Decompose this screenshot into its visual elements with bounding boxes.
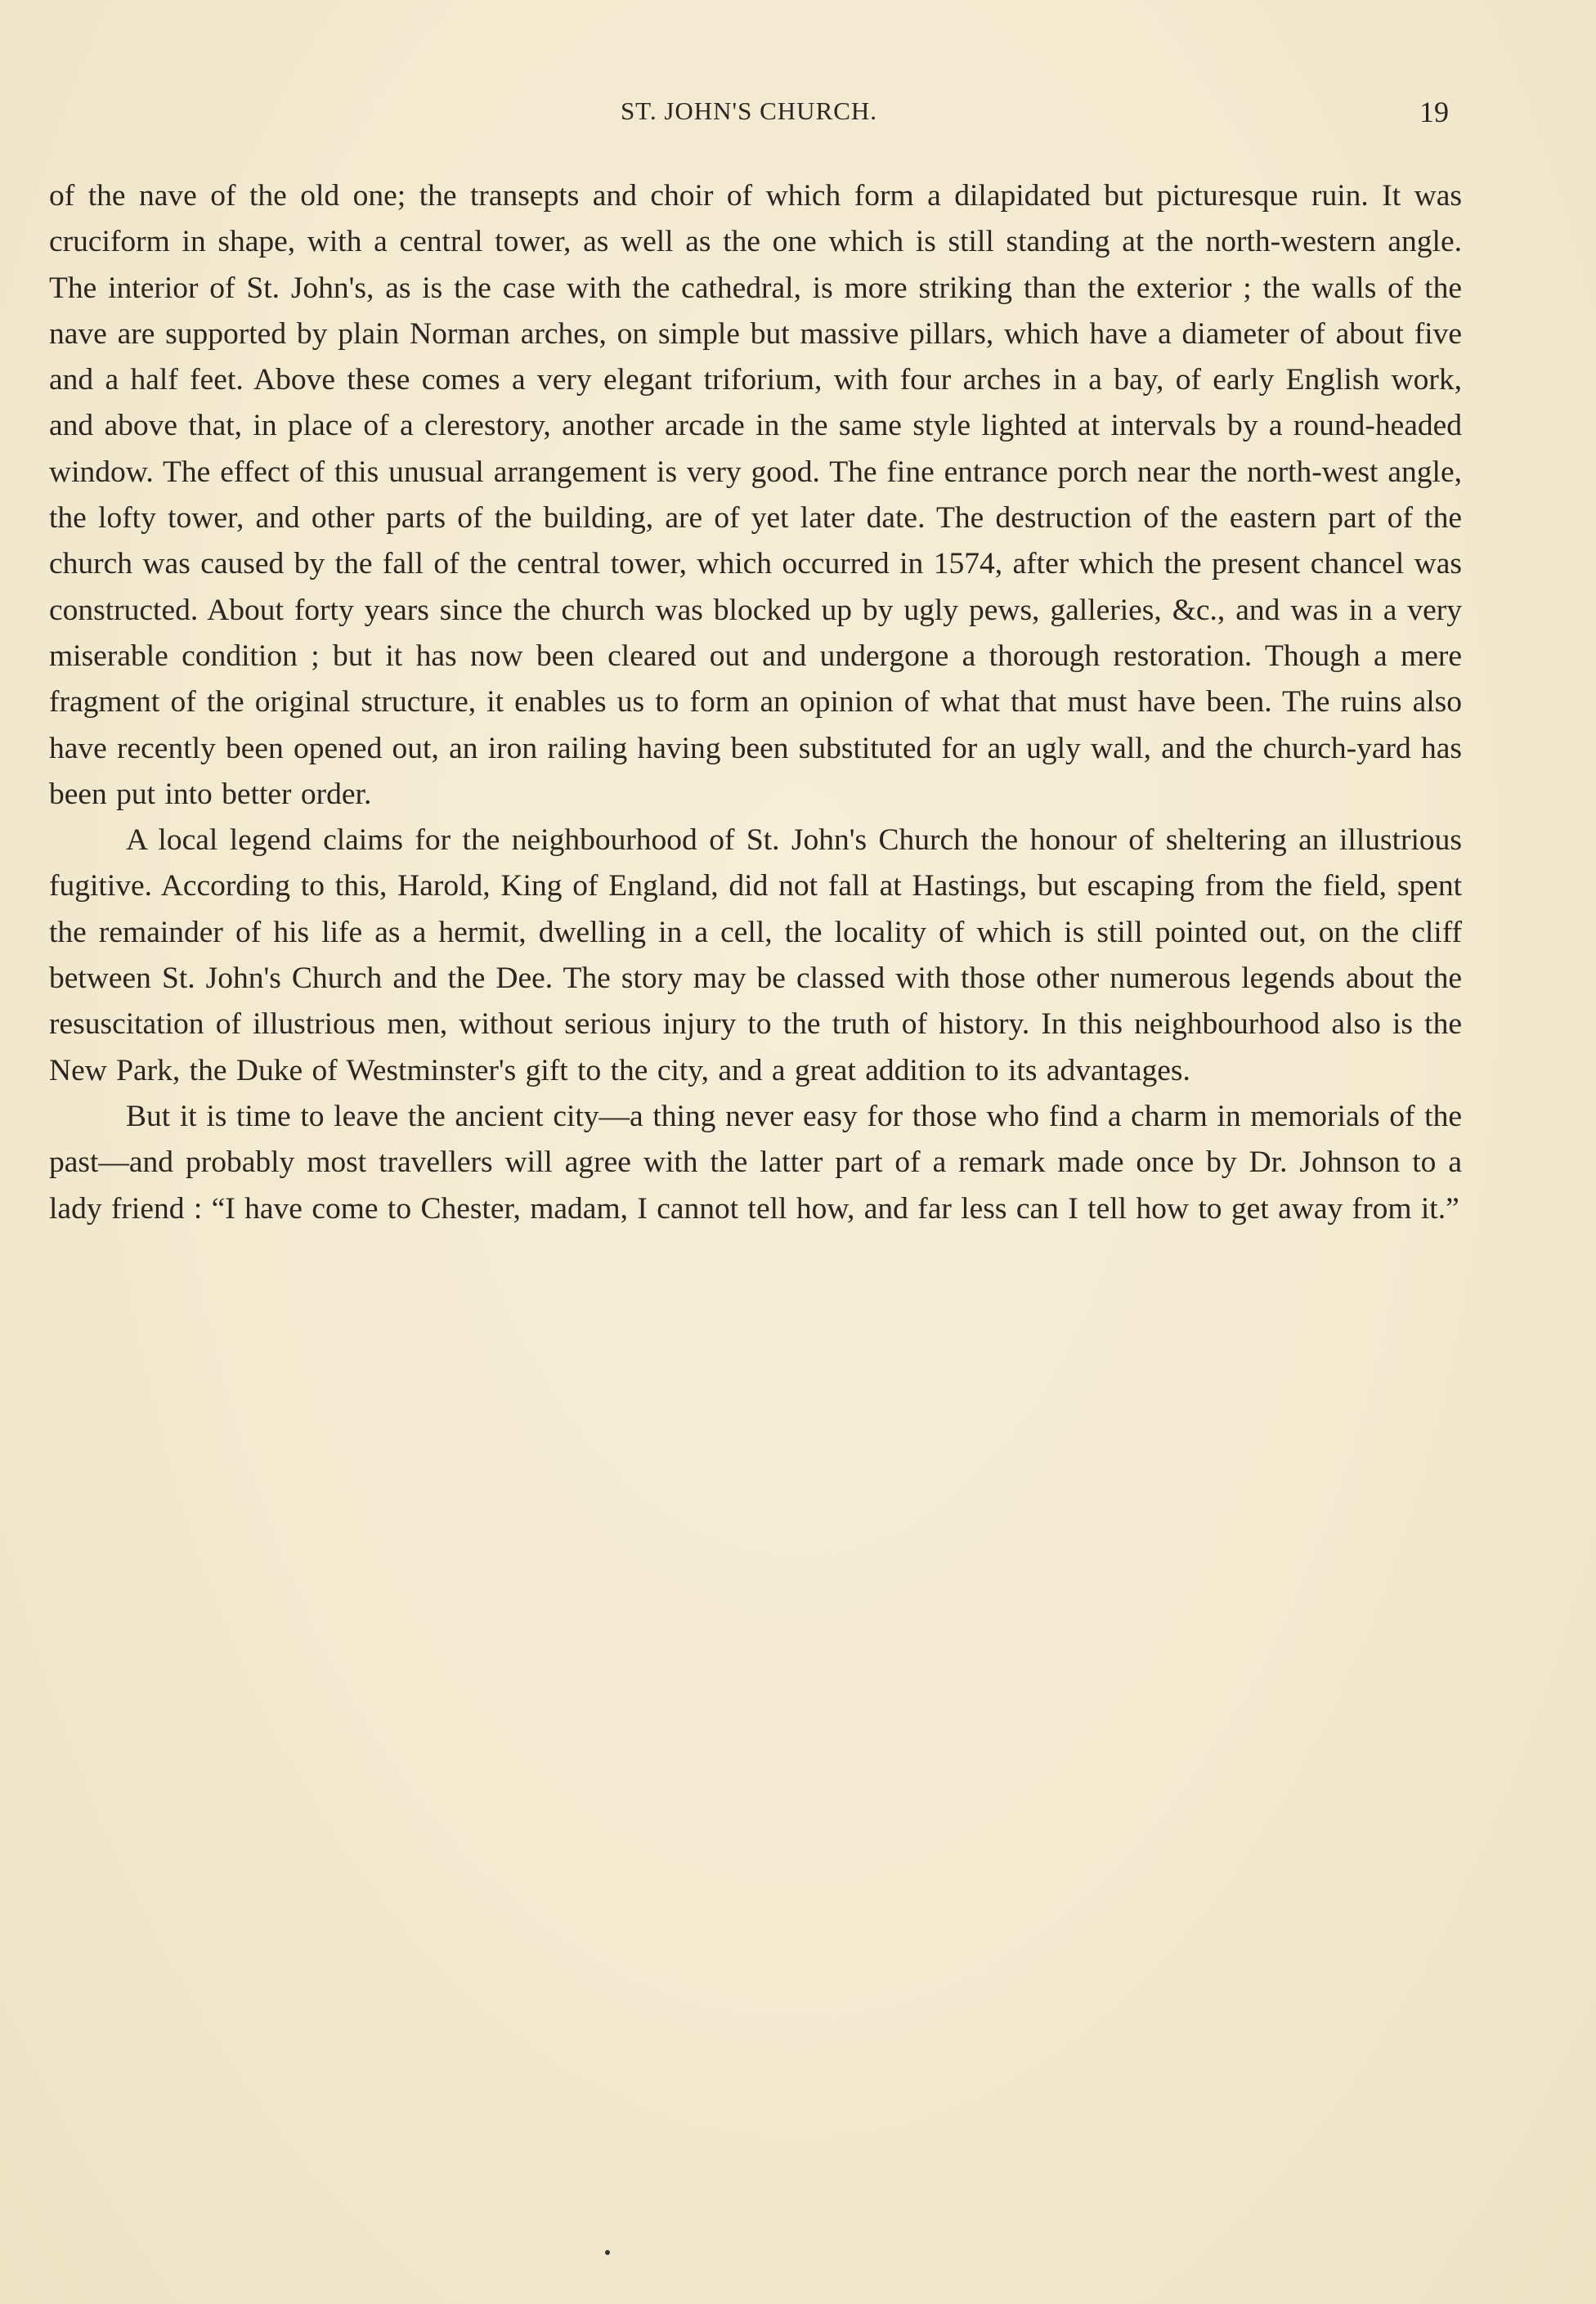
paper-speck	[605, 2250, 610, 2255]
paragraph-church-description: of the nave of the old one; the transepts and choir of which form a dilapidated but picturesque ruin. It was cruciform in shape, with a central tower, as well as the one which is still standing at the north-western angle. The interior of St. John's, as is the case with the cathedral, is more striking than the exterior ; the walls of the nave are supported by plain Norman arches, on simple but massive pillars, which have a diameter of about five and a half feet. Above these comes a very elegant triforium, with four arches in a bay, of early English work, and above that, in place of a clerestory, another arcade in the same style lighted at intervals by a round-headed window. The effect of this unusual arrangement is very good. The fine entrance porch near the north-west angle, the lofty tower, and other parts of the building, are of yet later date. The destruction of the eastern part of the church was caused by the fall of the central tower, which occurred in 1574, after which the present chancel was constructed. About forty years since the church was blocked up by ugly pews, galleries, &c., and was in a very miserable condition ; but it has now been cleared out and undergone a thorough restoration. Though a mere fragment of the original structure, it enables us to form an opinion of what that must have been. The ruins also have recently been opened out, an iron railing having been substituted for an ugly wall, and the church-yard has been put into better order.	[49, 179, 1462, 811]
page-number: 19	[1419, 96, 1449, 128]
running-head	[49, 96, 1449, 132]
running-title: ST. JOHN'S CHURCH.	[620, 96, 878, 125]
body-text	[49, 173, 1462, 1232]
paragraph-leaving-chester: But it is time to leave the ancient city—a thing never easy for those who find a charm in memorials of the past—and probably most travellers will agree with the latter part of a remark made once by Dr. Johnson to a lady friend : “I have come to Chester, madam, I cannot tell how, and far less can I tell how to get away from it.”	[49, 1099, 1462, 1226]
paragraph-harold-legend: A local legend claims for the neighbourhood of St. John's Church the honour of sheltering an illustrious fugitive. According to this, Harold, King of England, did not fall at Hastings, but escaping from the field, spent the remainder of his life as a hermit, dwelling in a cell, the locality of which is still pointed out, on the cliff between St. John's Church and the Dee. The story may be classed with those other numerous legends about the resuscitation of illustrious men, without serious injury to the truth of history. In this neighbourhood also is the New Park, the Duke of Westminster's gift to the city, and a great addition to its advantages.	[49, 823, 1462, 1087]
